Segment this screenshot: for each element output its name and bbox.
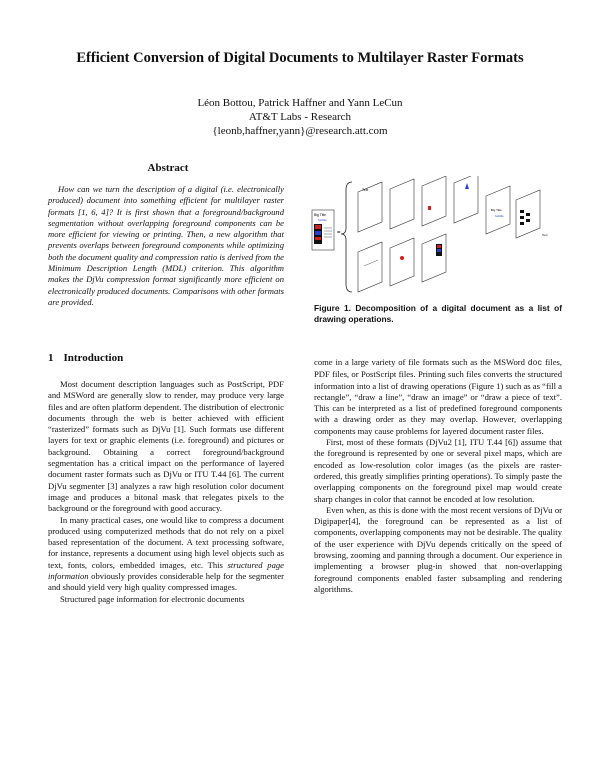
section-heading <box>48 352 123 364</box>
composed-doc-subtitle: Subtitle <box>318 219 327 222</box>
abstract-body <box>48 184 284 308</box>
author-block <box>150 96 450 138</box>
figure-1-diagram <box>308 176 560 300</box>
abstract-heading: Abstract <box>147 162 189 174</box>
section-number: 1 <box>48 352 54 364</box>
right-column <box>314 357 562 595</box>
left-column <box>48 379 284 605</box>
paragraph: First, most of these formats (DjVu2 [1], ITU T.44 [6]) assume that the foreground is represented by one or several pixel maps, which are encoded as low-resolution color images (as the pixels are raster-ordered, this greatly simplifies printing operations). To simply paste the overlapping components on the foreground pixel map would create sharp changes in color that cannot be encoded at low resolution. <box>314 437 562 504</box>
card-subtitle: Subtitle <box>495 215 504 218</box>
layer-cards-top <box>358 176 540 238</box>
abstract-text: How can we turn the description of a digital (i.e. electronically produced) document into something efficient for multilayer raster formats [1, 6, 4]? It is first shown that a foreground/background segmentation without overlapping foreground components can be more efficient for viewing or printing. Then, a new algorithm that prevents overlaps between foreground components while optimizing both the document quality and compression ratio is derived from the Minimum Description Length (MDL) criterion. This algorithm makes the DjVu compression format significantly more efficient on electronically produced documents. Comparisons with other formats are provided. <box>48 184 284 307</box>
paragraph: In many practical cases, one would like to compress a document produced using computerized methods that do not rely on a pixel based representation of the document. A text processing software, for instance, represents a document using high level objects such as text, fonts, colors, embedded images, etc. This structured page information obviously provides considerable help for the segmenter and should yield very high quality compressed images. <box>48 514 284 593</box>
paragraph: Structured page information for electronic documents <box>60 593 245 604</box>
card-text-label: Text <box>362 188 369 192</box>
section-title: Introduction <box>63 352 124 364</box>
red-dot <box>400 256 404 260</box>
composed-document <box>312 210 341 250</box>
figure-caption: Figure 1. Decomposition of a digital document as a list of drawing operations. <box>314 303 562 324</box>
paragraph: come in a large variety of file formats such as the MSWord doc files, PDF files, or PostScript files. Printing such files converts the structured information into a list of drawing operations (Figure 1) such as as “fill a rectangle”, “draw a line”, “draw an image” or “draw a piece of text”. This can be interpreted as a list of predefined foreground components with a drawing order as they may overlap. However, overlapping components may cause problems for layered document raster files. <box>314 357 563 436</box>
composed-doc-title: Big Title <box>314 213 327 217</box>
author-names: Léon Bottou, Patrick Haffner and Yann LeCun <box>197 97 403 109</box>
paper-title: Efficient Conversion of Digital Documents to Multilayer Raster Formats <box>76 50 524 66</box>
emphasis: structured page information <box>48 559 284 582</box>
card-bottom-text: Text <box>542 233 548 237</box>
equals-sign: = <box>337 230 341 236</box>
author-email: {leonb,haffner,yann}@research.att.com <box>212 125 388 137</box>
brace <box>341 182 352 292</box>
author-affiliation: AT&T Labs - Research <box>248 111 352 123</box>
paragraph: Most document description languages such as PostScript, PDF and MSWord are generally slow to render, may produce very large files and are often platform dependent. The distribution of electronic documents through the web is better achieved with efficient “rasterized” formats such as DjVu [1]. Such formats use different layers for text or graphic elements (i.e. foreground) and pictures or background. Obtaining a correct foreground/background segmentation has a critical impact on the performance of layered document raster formats such as DjVu or ITU T.44 [6]. The current DjVu segmenter [3] analyzes a raw high resolution color document image and produces a bitonal mask that relegates pixels to the background or the foreground with good accuracy. <box>48 379 284 514</box>
code-doc: doc <box>527 359 543 368</box>
card-big-title: Big Title <box>491 208 502 212</box>
paragraph: Even when, as this is done with the most recent versions of DjVu or Digipaper[4], the foreground can be represented as a list of components, overlapping components may not be desirable. The quality of the user experience with DjVu depends critically on the speed of browsing, zooming and panning through a document. Our experience in implementing a browser plug-in showed that non-overlapping foreground components enabled faster subsampling and rendering algorithms. <box>314 504 562 594</box>
red-shape-top <box>428 206 431 210</box>
